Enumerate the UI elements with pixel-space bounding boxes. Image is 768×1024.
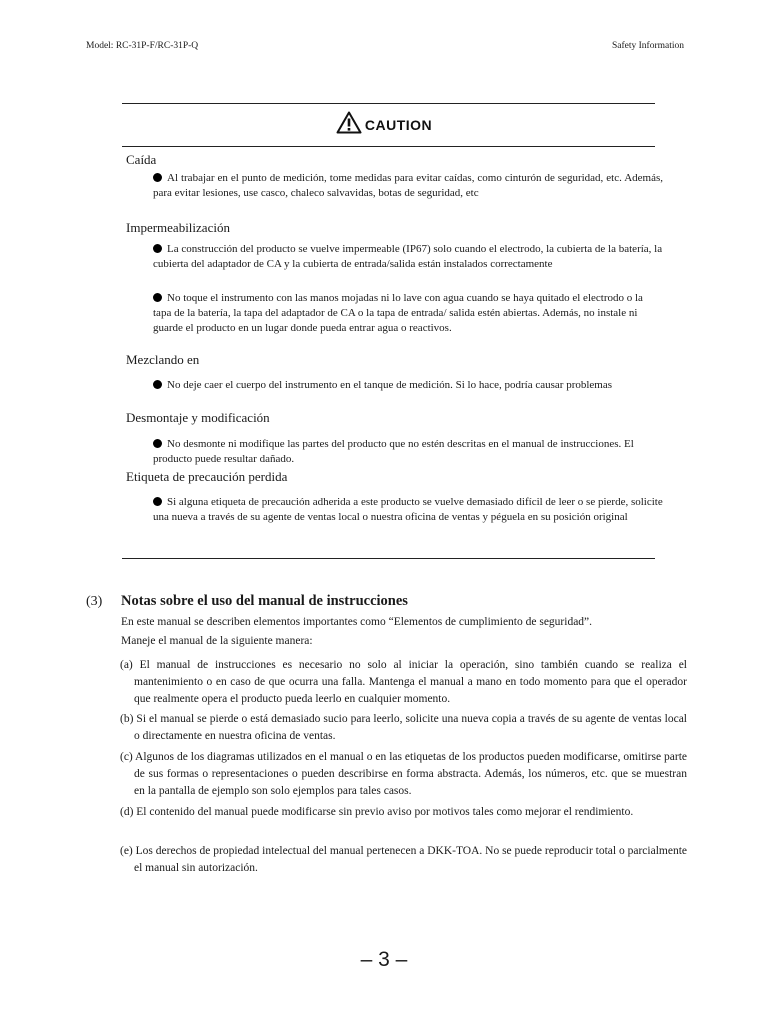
caution-bottom-rule [122,558,655,559]
caution-heading-desmontaje: Desmontaje y modificación [126,410,270,425]
caution-bullet: No desmonte ni modifique las partes del producto que no estén descritas en el manual de instrucciones. El producto puede resultar dañado. [153,438,634,465]
warning-triangle-icon [336,111,362,139]
bullet-icon [153,244,162,253]
caution-bullet: No deje caer el cuerpo del instrumento en el tanque de medición. Si lo hace, podría causar problemas [153,378,663,393]
list-item: (d) El contenido del manual puede modificarse sin previo aviso por motivos tales como mejorar el rendimiento. [120,806,634,818]
bullet-icon [153,439,162,448]
caution-bullet: La construcción del producto se vuelve impermeable (IP67) solo cuando el electrodo, la cubierta de la batería, la cubierta del adaptador de CA y la cubierta de entrada/salida están instalados correctamente [153,243,663,270]
bullet-icon [153,497,162,506]
header-model: Model: RC-31P-F/RC-31P-Q [86,41,199,51]
caution-heading-mezclando: Mezclando en [126,352,200,367]
caution-bullet: No toque el instrumento con las manos mojadas ni lo lave con agua cuando se haya quitado el electrodo o la tapa de la batería, la tapa del adaptador de CA o la tapa de entrada/ salida estén abiertas. Además, no instale ni guarde el producto en un lugar donde pueda entrar agua o reactivos. [153,292,643,334]
caution-bullet: Si alguna etiqueta de precaución adherida a este producto se vuelve demasiado difícil de leer o se pierde, solicite una nueva a través de su agente de ventas local o nuestra oficina de ventas y péguela en su posición original [153,496,663,523]
page-number: – 3 – [360,948,408,971]
list-item: (c) Algunos de los diagramas utilizados en el manual o en las etiquetas de los productos pueden modificarse, omitirse parte de sus formas o representaciones o pueden describirse en forma abstracta. Además, los números, etc. que se muestran en la pantalla de ejemplo son solo ejemplos para tales casos. [120,751,687,797]
header-section: Safety Information [611,41,684,51]
caution-heading-etiqueta: Etiqueta de precaución perdida [126,469,288,484]
list-item: (a) El manual de instrucciones es necesario no solo al iniciar la operación, sino también cuando se realiza el mantenimiento o en caso de que ocurra una falla. Mantenga el manual a mano en todo momento para que el operador que realmente opera el producto pueda leerlo en cualquier momento. [120,659,687,705]
section-title: Notas sobre el uso del manual de instrucciones [121,593,408,609]
list-item: (b) Si el manual se pierde o está demasiado sucio para leerlo, solicite una nueva copia a través de su agente de ventas local o directamente en nuestra oficina de ventas. [120,713,687,742]
section-intro: En este manual se describen elementos importantes como “Elementos de cumplimiento de seguridad”. [121,616,593,628]
caution-label: CAUTION [364,117,433,133]
caution-bullet: Al trabajar en el punto de medición, tome medidas para evitar caídas, como cinturón de seguridad, etc. Además, para evitar lesiones, use casco, chaleco salvavidas, botas de seguridad, etc [153,172,663,199]
caution-heading-impermeabilizacion: Impermeabilización [126,220,230,235]
caution-top-rule [122,103,655,104]
bullet-icon [153,173,162,182]
section-intro: Maneje el manual de la siguiente manera: [121,635,313,647]
caution-heading-caida: Caída [126,152,157,167]
bullet-icon [153,380,162,389]
caution-mid-rule [122,146,655,147]
list-item: (e) Los derechos de propiedad intelectual del manual pertenecen a DKK-TOA. No se puede reproducir total o parcialmente el manual sin autorización. [120,845,687,874]
section-number: (3) [86,594,103,609]
caution-banner [0,112,768,138]
bullet-icon [153,293,162,302]
